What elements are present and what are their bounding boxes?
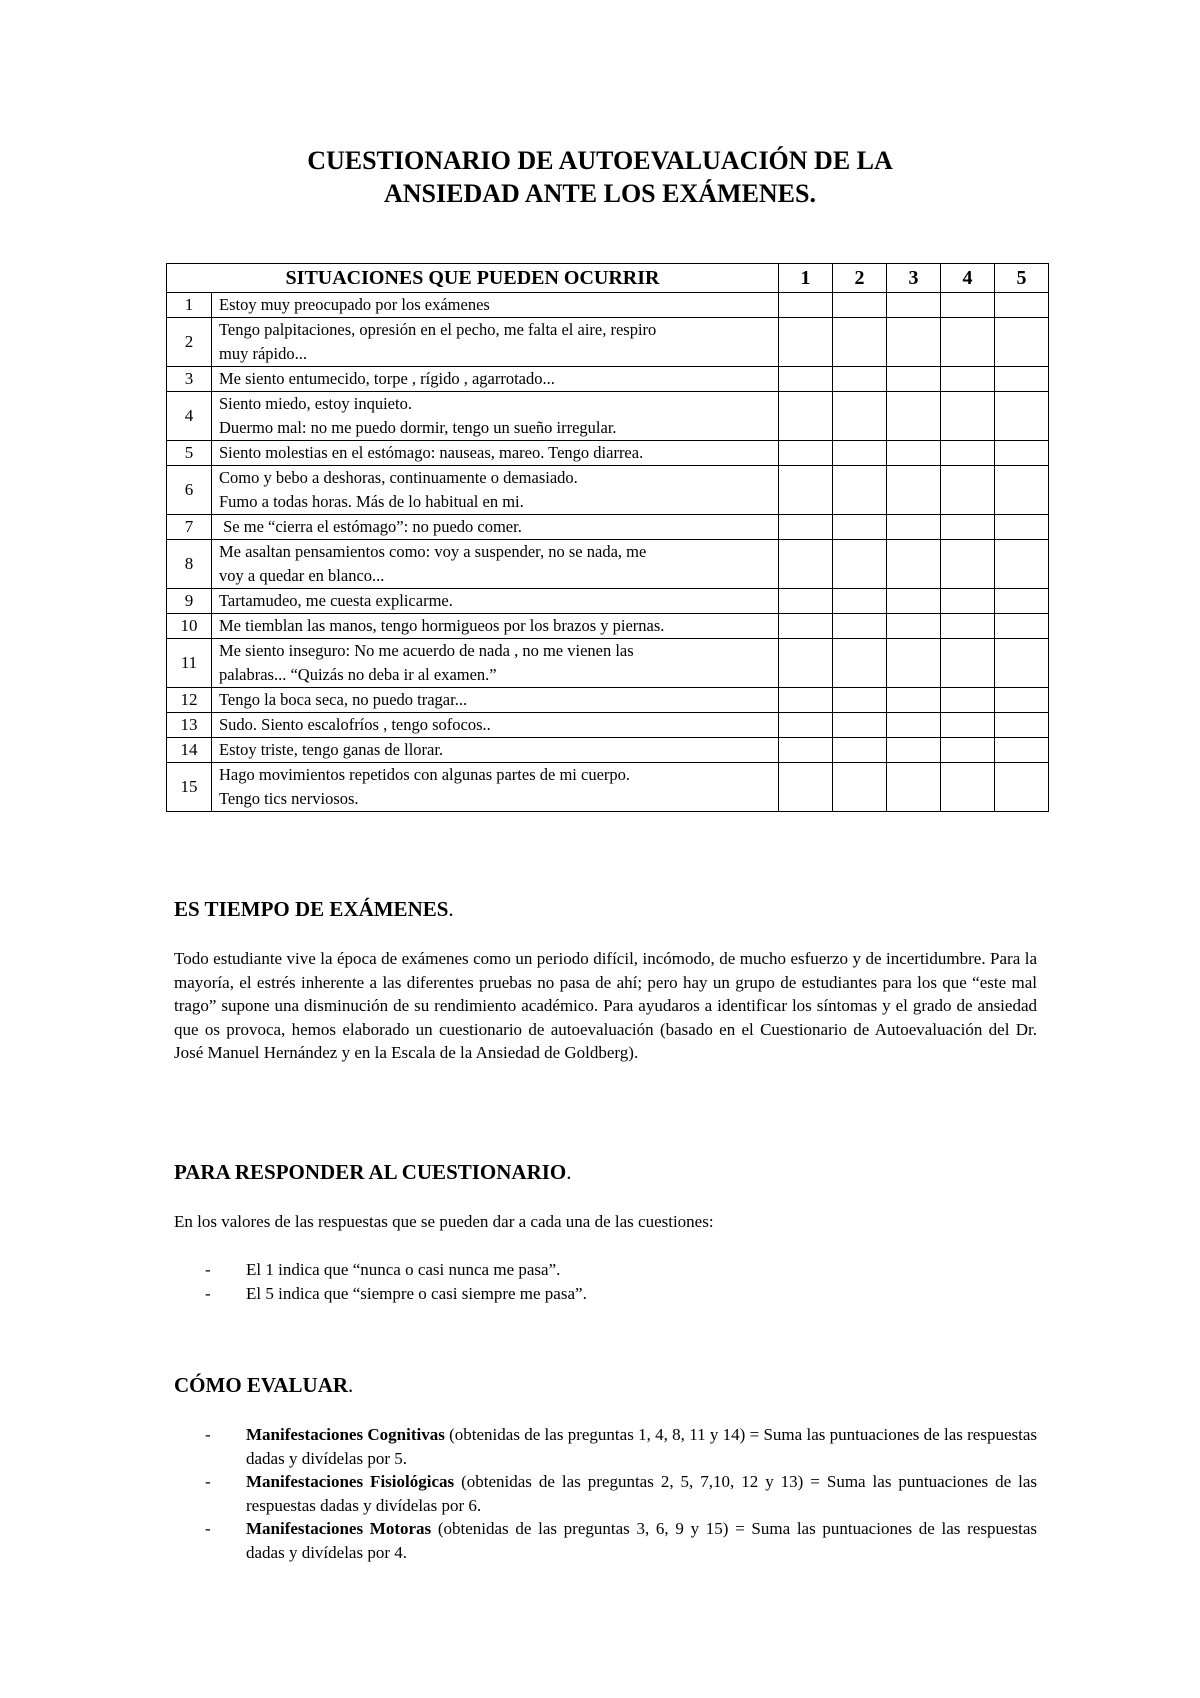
intro-paragraph: Todo estudiante vive la época de exámenes como un periodo difícil, incómodo, de mucho esfuerzo y de incertidumbre. Para la mayoría, el estrés inherente a las diferentes pruebas no pasa de ahí; pero hay un grupo de estudiantes para los que “este mal trago” supone una disminución de su rendimiento académico. Para ayudaros a identificar los síntomas y el grado de ansiedad que os provoca, hemos elaborado un cuestionario de autoevaluación (basado en el Cuestionario de Autoevaluación del Dr. José Manuel Hernández y en la Escala de la Ansiedad de Goldberg). [174,949,1037,1063]
answer-cell-3[interactable] [887,367,941,392]
table-row [167,614,1049,639]
table-row [167,466,1049,515]
document-title [0,144,1200,210]
situation-text [212,392,779,441]
list-item [174,1282,587,1306]
scale-header-2: 2 [833,264,887,293]
situation-text [212,589,779,614]
answer-cell-2[interactable] [833,392,887,441]
list-item [174,1258,587,1282]
table-row [167,688,1049,713]
answer-cell-4[interactable] [941,589,995,614]
row-number: 1 [167,293,212,318]
list-item-text: El 1 indica que “nunca o casi nunca me pasa”. [246,1260,561,1279]
heading-dot: . [448,897,454,921]
answer-cell-2[interactable] [833,763,887,812]
answer-cell-5[interactable] [995,763,1049,812]
answer-cell-2[interactable] [833,515,887,540]
answer-cell-3[interactable] [887,392,941,441]
situations-header: SITUACIONES QUE PUEDEN OCURRIR [167,264,779,293]
questionnaire-body [167,293,1049,812]
heading-dot: . [566,1160,572,1184]
row-number: 11 [167,639,212,688]
answer-cell-1[interactable] [779,515,833,540]
situation-line: Estoy muy preocupado por los exámenes [219,295,490,314]
answer-cell-5[interactable] [995,713,1049,738]
table-header-row [167,264,1049,293]
situation-text [212,713,779,738]
situation-text [212,318,779,367]
answer-cell-3[interactable] [887,293,941,318]
answer-cell-1[interactable] [779,763,833,812]
row-number: 3 [167,367,212,392]
situation-text [212,688,779,713]
manifestation-name: Manifestaciones Fisiológicas [246,1472,455,1492]
answer-cell-4[interactable] [941,441,995,466]
row-number: 7 [167,515,212,540]
answer-cell-1[interactable] [779,466,833,515]
answer-cell-4[interactable] [941,367,995,392]
answer-cell-1[interactable] [779,367,833,392]
situation-text [212,639,779,688]
answer-cell-3[interactable] [887,713,941,738]
manifestation-rule: (obtenidas de las preguntas 3, 6, 9 y 15) = Suma las puntuaciones de las respuestas dadas y divídelas por 4. [246,1519,1037,1562]
table-row [167,589,1049,614]
row-number: 13 [167,713,212,738]
table-row [167,441,1049,466]
answer-cell-4[interactable] [941,713,995,738]
section-heading-how-to-answer [174,1160,572,1185]
situation-line: Duermo mal: no me puedo dormir, tengo un sueño irregular. [219,418,617,437]
answer-cell-4[interactable] [941,318,995,367]
scale-header-4: 4 [941,264,995,293]
answer-cell-5[interactable] [995,639,1049,688]
answer-cell-2[interactable] [833,293,887,318]
answer-cell-4[interactable] [941,466,995,515]
answer-cell-4[interactable] [941,763,995,812]
questionnaire-table [166,263,1049,812]
manifestation-name: Manifestaciones Motoras [246,1519,432,1539]
title-line-2: ANSIEDAD ANTE LOS EXÁMENES. [384,179,816,208]
answer-cell-1[interactable] [779,589,833,614]
table-row [167,367,1049,392]
answer-cell-2[interactable] [833,614,887,639]
answer-cell-4[interactable] [941,639,995,688]
situation-line: Sudo. Siento escalofríos , tengo sofocos.. [219,715,491,734]
answer-cell-1[interactable] [779,392,833,441]
answer-cell-5[interactable] [995,540,1049,589]
answer-cell-5[interactable] [995,688,1049,713]
situation-text [212,293,779,318]
title-line-1: CUESTIONARIO DE AUTOEVALUACIÓN DE LA [307,146,893,175]
situation-text [212,441,779,466]
dash-marker: - [205,1425,211,1444]
answer-cell-1[interactable] [779,293,833,318]
situation-text [212,614,779,639]
situation-line: Me asaltan pensamientos como: voy a suspender, no se nada, me [219,542,647,561]
situation-line: Estoy triste, tengo ganas de llorar. [219,740,444,759]
list-item [174,1470,1037,1517]
manifestation-name: Manifestaciones Cognitivas [246,1425,445,1444]
answer-cell-4[interactable] [941,293,995,318]
row-number: 2 [167,318,212,367]
answer-cell-2[interactable] [833,639,887,688]
answer-cell-5[interactable] [995,441,1049,466]
situation-line: muy rápido... [219,344,307,363]
answer-cell-1[interactable] [779,639,833,688]
section-heading-exam-time [174,897,454,922]
scale-header-1: 1 [779,264,833,293]
heading-text: ES TIEMPO DE EXÁMENES [174,897,449,921]
answer-cell-3[interactable] [887,318,941,367]
situation-text [212,763,779,812]
answer-cell-2[interactable] [833,367,887,392]
row-number: 14 [167,738,212,763]
situation-line: Hago movimientos repetidos con algunas partes de mi cuerpo. [219,765,631,784]
answer-cell-5[interactable] [995,392,1049,441]
heading-text: CÓMO EVALUAR [174,1373,349,1397]
answer-cell-3[interactable] [887,614,941,639]
situation-line: Siento molestias en el estómago: nauseas, mareo. Tengo diarrea. [219,443,644,462]
answer-cell-1[interactable] [779,688,833,713]
answer-cell-1[interactable] [779,540,833,589]
table-row [167,763,1049,812]
answer-cell-4[interactable] [941,392,995,441]
table-row [167,713,1049,738]
list-item [174,1423,1037,1470]
answer-cell-2[interactable] [833,441,887,466]
answer-cell-1[interactable] [779,738,833,763]
answer-cell-2[interactable] [833,713,887,738]
situation-line: Me siento inseguro: No me acuerdo de nada , no me vienen las [219,641,634,660]
answer-cell-3[interactable] [887,738,941,763]
row-number: 6 [167,466,212,515]
situation-line: Fumo a todas horas. Más de lo habitual en mi. [219,492,524,511]
situation-line: Tengo palpitaciones, opresión en el pecho, me falta el aire, respiro [219,320,657,339]
situation-line: Se me “cierra el estómago”: no puedo comer. [219,517,522,536]
answer-scale-list [174,1258,587,1305]
situation-text [212,540,779,589]
dash-marker: - [205,1472,211,1492]
answer-cell-4[interactable] [941,738,995,763]
situation-line: voy a quedar en blanco... [219,566,385,585]
answer-cell-2[interactable] [833,540,887,589]
answer-cell-5[interactable] [995,367,1049,392]
row-number: 4 [167,392,212,441]
situation-line: Siento miedo, estoy inquieto. [219,394,412,413]
answer-cell-1[interactable] [779,318,833,367]
table-row [167,515,1049,540]
answer-cell-3[interactable] [887,589,941,614]
answer-cell-3[interactable] [887,763,941,812]
scale-header-5: 5 [995,264,1049,293]
answer-cell-2[interactable] [833,688,887,713]
manifestation-rule: (obtenidas de las preguntas 2, 5, 7,10, 12 y 13) = Suma las puntuaciones de las respuestas dadas y divídelas por 6. [246,1472,1037,1515]
answer-cell-4[interactable] [941,688,995,713]
answer-cell-5[interactable] [995,318,1049,367]
situation-line: palabras... “Quizás no deba ir al examen.” [219,665,497,684]
answer-cell-4[interactable] [941,515,995,540]
situation-text [212,515,779,540]
situation-text [212,466,779,515]
answer-cell-5[interactable] [995,515,1049,540]
row-number: 10 [167,614,212,639]
answer-cell-5[interactable] [995,589,1049,614]
answer-cell-5[interactable] [995,614,1049,639]
row-number: 5 [167,441,212,466]
scale-header-3: 3 [887,264,941,293]
table-row [167,318,1049,367]
situation-line: Como y bebo a deshoras, continuamente o demasiado. [219,468,578,487]
answer-cell-4[interactable] [941,540,995,589]
row-number: 15 [167,763,212,812]
list-item [174,1517,1037,1564]
row-number: 12 [167,688,212,713]
answer-cell-2[interactable] [833,318,887,367]
answer-cell-5[interactable] [995,466,1049,515]
heading-dot: . [348,1373,354,1397]
answer-cell-5[interactable] [995,738,1049,763]
answer-cell-3[interactable] [887,466,941,515]
answer-cell-1[interactable] [779,713,833,738]
situation-text [212,738,779,763]
answer-cell-3[interactable] [887,639,941,688]
answer-intro: En los valores de las respuestas que se pueden dar a cada una de las cuestiones: [174,1212,714,1231]
answer-cell-3[interactable] [887,515,941,540]
table-row [167,293,1049,318]
answer-cell-2[interactable] [833,466,887,515]
dash-marker: - [205,1519,211,1539]
situation-line: Tengo tics nerviosos. [219,789,359,808]
answer-cell-1[interactable] [779,614,833,639]
situation-line: Tartamudeo, me cuesta explicarme. [219,591,453,610]
answer-cell-2[interactable] [833,589,887,614]
answer-cell-3[interactable] [887,540,941,589]
dash-marker: - [205,1283,211,1303]
answer-cell-4[interactable] [941,614,995,639]
heading-text: PARA RESPONDER AL CUESTIONARIO [174,1160,567,1184]
answer-cell-3[interactable] [887,441,941,466]
row-number: 8 [167,540,212,589]
evaluation-list [174,1423,1037,1565]
answer-cell-5[interactable] [995,293,1049,318]
answer-cell-1[interactable] [779,441,833,466]
situation-line: Tengo la boca seca, no puedo tragar... [219,690,468,709]
table-row [167,540,1049,589]
answer-cell-2[interactable] [833,738,887,763]
situation-text [212,367,779,392]
situation-line: Me tiemblan las manos, tengo hormigueos por los brazos y piernas. [219,616,665,635]
table-row [167,639,1049,688]
manifestation-rule: (obtenidas de las preguntas 1, 4, 8, 11 y 14) = Suma las puntuaciones de las respuestas dadas y divídelas por 5. [246,1425,1038,1468]
answer-cell-3[interactable] [887,688,941,713]
situation-line: Me siento entumecido, torpe , rígido , agarrotado... [219,369,555,388]
section-heading-how-to-evaluate [174,1373,353,1398]
row-number: 9 [167,589,212,614]
list-item-text: El 5 indica que “siempre o casi siempre me pasa”. [246,1283,587,1303]
dash-marker: - [205,1260,211,1279]
table-row [167,392,1049,441]
table-row [167,738,1049,763]
